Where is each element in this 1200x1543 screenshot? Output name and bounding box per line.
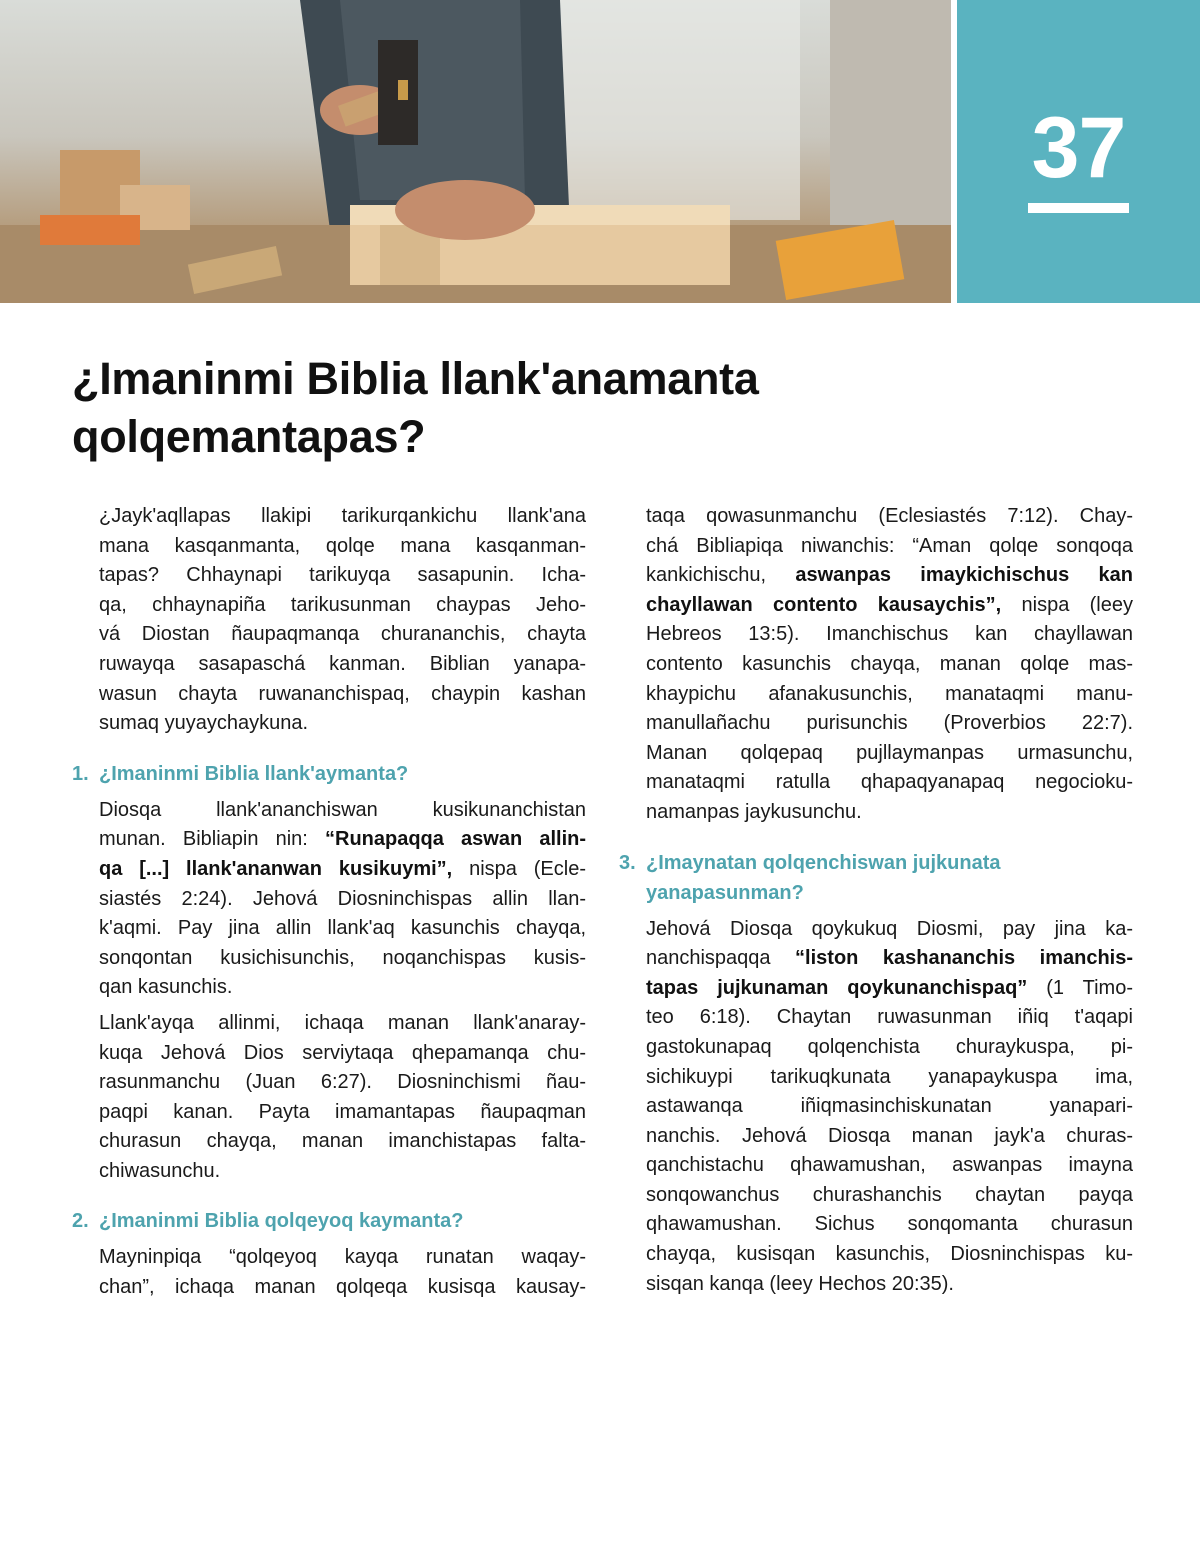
bold-quote: aswanpas imaykichischus kan	[795, 564, 1133, 587]
paragraph-line: sonqowanchus churashanchis chaytan payqa	[646, 1183, 1133, 1206]
paragraph-line: namanpas jaykusunchu.	[646, 800, 862, 823]
paragraph-line	[99, 855, 586, 885]
bold-quote: “Runapaqqa aswan allin-	[325, 828, 586, 851]
text-run: kankichischu,	[646, 564, 796, 587]
section-heading	[619, 848, 1133, 908]
section-number: 1.	[72, 762, 89, 785]
paragraph-line: qan kasunchis.	[99, 976, 233, 999]
hero-photo-carpenter-hammering	[0, 0, 951, 303]
paragraph-line: k'aqmi. Pay jina allin llank'aq kasunchis chayqa,	[99, 917, 586, 940]
paragraph	[99, 796, 586, 1003]
page-title	[72, 350, 759, 466]
paragraph-line: astawanqa iñiqmasinchiskunatan yanapari-	[646, 1095, 1133, 1118]
paragraph-line: taqa qowasunmanchu (Eclesiastés 7:12). Chay-	[646, 505, 1133, 527]
paragraph	[99, 1243, 586, 1302]
section-heading-line: ¿Imaynatan qolqenchiswan jujkunata	[646, 851, 1001, 874]
paragraph	[646, 915, 1133, 1300]
paragraph-line: Hebreos 13:5). Imanchischus kan chayllawan	[646, 623, 1133, 646]
paragraph-line: Jehová Diosqa qoykukuq Diosmi, pay jina ka-	[646, 917, 1133, 940]
paragraph-line: gastokunapaq qolqenchista churaykuspa, pi-	[646, 1035, 1133, 1058]
paragraph-line: qhawamushan. Sichus sonqomanta churasun	[646, 1213, 1133, 1236]
paragraph-line: manullañachu purisunchis (Proverbios 22:7).	[646, 712, 1133, 735]
bold-quote: chayllawan contento kausaychis”,	[646, 593, 1002, 616]
page-title-line: qolqemantapas?	[72, 411, 426, 462]
paragraph-line: Mayninpiqa “qolqeyoq kayqa runatan waqay-	[99, 1246, 586, 1269]
paragraph	[646, 502, 1133, 828]
paragraph-line: sisqan kanqa (leey Hechos 20:35).	[646, 1272, 954, 1295]
paragraph-line	[99, 825, 586, 855]
paragraph-line	[646, 944, 1133, 974]
paragraph-line: tapas? Chhaynapi tarikuyqa sasapunin. Icha-	[99, 564, 586, 587]
text-run: munan. Bibliapin nin:	[99, 828, 325, 851]
section-number: 3.	[619, 851, 636, 874]
text-run: (1 Timo-	[1027, 976, 1133, 999]
paragraph-line: chiwasunchu.	[99, 1159, 221, 1182]
paragraph-line: wasun chayta ruwananchispaq, chaypin kashan	[99, 682, 586, 705]
text-run: nispa (leey	[1001, 593, 1133, 616]
page-title-line: ¿Imaninmi Biblia llank'anamanta	[72, 353, 759, 404]
paragraph-line	[646, 591, 1133, 621]
paragraph-line: kuqa Jehová Dios serviytaqa qhepamanqa chu-	[99, 1041, 586, 1064]
paragraph-line: manataqmi ratulla qhapaqyanapaq negocioku-	[646, 771, 1133, 794]
paragraph-line: paqpi kanan. Payta imamantapas ñaupaqman	[99, 1100, 586, 1123]
bold-quote: “liston kashananchis imanchis-	[795, 947, 1133, 970]
paragraph-line: sichikuypi tarikuqkunata yanapaykuspa ima,	[646, 1065, 1133, 1088]
bold-quote: tapas jujkunaman qoykunanchispaq”	[646, 976, 1028, 999]
paragraph-line: Manan qolqepaq pujllaymanpas urmasunchu,	[646, 741, 1133, 764]
paragraph-line: contento kasunchis chayqa, manan qolqe mas-	[646, 652, 1133, 675]
paragraph-line: nanchis. Jehová Diosqa manan jayk'a churas-	[646, 1124, 1133, 1147]
paragraph-line: ruwayqa sasapaschá kanman. Biblian yanapa-	[99, 652, 586, 675]
paragraph-line: sonqontan kusichisunchis, noqanchispas kusis-	[99, 946, 586, 969]
section-heading	[72, 1206, 586, 1236]
lesson-number-underline	[1028, 203, 1129, 213]
paragraph-line	[646, 974, 1133, 1004]
paragraph-line: mana kasqanmanta, qolqe mana kasqanman-	[99, 534, 586, 557]
text-run: nanchispaqqa	[646, 947, 796, 970]
bold-quote: qa [...] llank'ananwan kusikuymi”,	[99, 857, 453, 880]
paragraph-line: vá Diostan ñaupaqmanqa churananchis, chayta	[99, 623, 586, 646]
text-column-right	[619, 502, 1133, 1299]
paragraph-line: sumaq yuyaychaykuna.	[99, 712, 309, 735]
paragraph	[99, 502, 586, 739]
section-heading-line: yanapasunman?	[646, 881, 804, 904]
paragraph-line: Llank'ayqa allinmi, ichaqa manan llank'anaray-	[99, 1011, 586, 1034]
paragraph-line: Diosqa llank'ananchiswan kusikunanchistan	[99, 798, 586, 821]
text-column-left	[72, 502, 586, 1303]
section-heading-line: ¿Imaninmi Biblia qolqeyoq kaymanta?	[99, 1210, 464, 1233]
section-number: 2.	[72, 1210, 89, 1233]
paragraph-line: chan”, ichaqa manan qolqeqa kusisqa kausay-	[99, 1276, 586, 1299]
paragraph-line: ¿Jayk'aqllapas llakipi tarikurqankichu llank'ana	[99, 505, 586, 527]
section-heading	[72, 759, 586, 789]
paragraph-line: qanchistachu qhawamushan, aswanpas imayna	[646, 1154, 1133, 1177]
paragraph	[99, 1009, 586, 1187]
paragraph-line	[646, 561, 1133, 591]
paragraph-line: chayqa, kusisqan kasunchis, Diosninchispas ku-	[646, 1243, 1133, 1266]
paragraph-line: siastés 2:24). Jehová Diosninchispas allin llan-	[99, 887, 586, 910]
carpentry-illustration	[0, 0, 951, 303]
paragraph-line: rasunmanchu (Juan 6:27). Diosninchismi ñau-	[99, 1071, 586, 1094]
text-run: nispa (Ecle-	[452, 857, 586, 880]
paragraph-line: khaypichu afanakusunchis, manataqmi manu-	[646, 682, 1133, 705]
paragraph-line: churasun chayqa, manan imanchistapas falta-	[99, 1130, 586, 1153]
paragraph-line: chá Bibliapiqa niwanchis: “Aman qolqe sonqoqa	[646, 534, 1133, 557]
lesson-number-badge	[957, 0, 1200, 303]
lesson-number: 37	[1031, 100, 1126, 196]
section-heading-line: ¿Imaninmi Biblia llank'aymanta?	[99, 762, 409, 785]
paragraph-line: qa, chhaynapiña tarikusunman chaypas Jeho-	[99, 593, 586, 616]
paragraph-line: teo 6:18). Chaytan ruwasunman iñiq t'aqapi	[646, 1006, 1133, 1029]
